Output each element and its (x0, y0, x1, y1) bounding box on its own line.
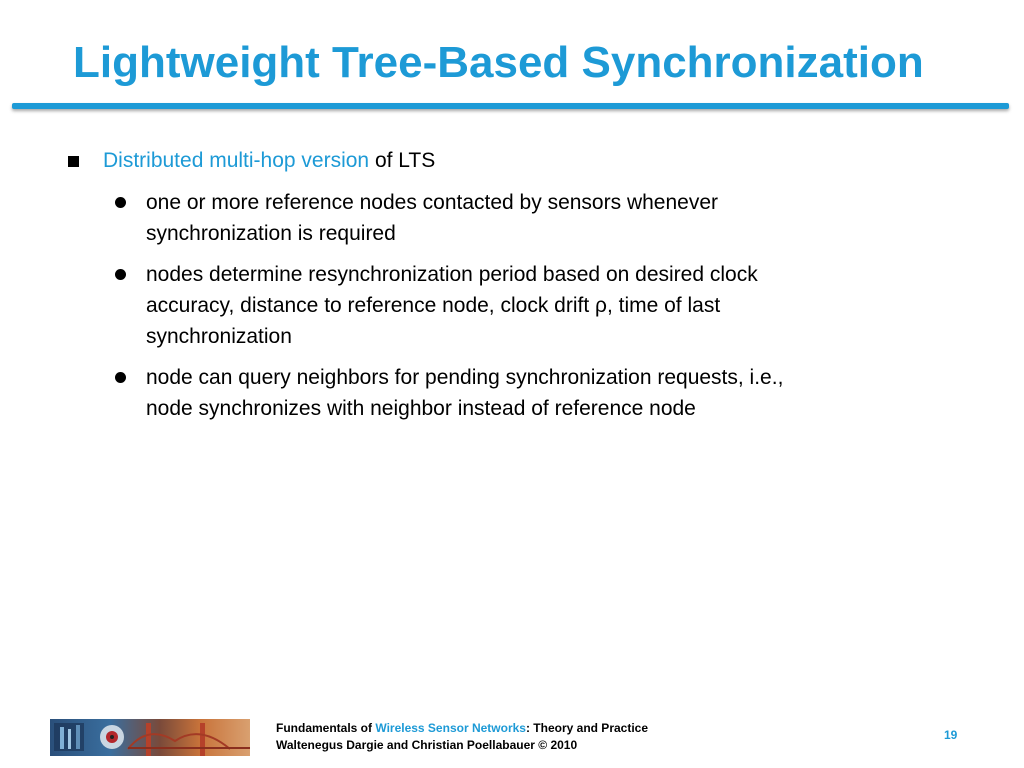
round-bullet-icon (115, 197, 126, 208)
sub-bullet-line: one or more reference nodes contacted by sensors whenever (146, 191, 718, 214)
sub-bullet-line: accuracy, distance to reference node, clock drift ρ, time of last (146, 294, 721, 317)
square-bullet-icon (68, 156, 79, 167)
footer-credits (276, 720, 648, 754)
round-bullet-icon (115, 372, 126, 383)
round-bullet-icon (115, 269, 126, 280)
footer-line-2: Waltenegus Dargie and Christian Poellabauer © 2010 (276, 738, 578, 752)
footer-line-1 (276, 720, 648, 737)
footer-suffix: : Theory and Practice (525, 721, 649, 735)
sub-bullet-line: nodes determine resynchronization period based on desired clock (146, 263, 758, 286)
footer-book-title: Wireless Sensor Networks (375, 721, 526, 735)
sub-bullet-text (146, 259, 916, 352)
sub-bullet-text (146, 187, 916, 249)
page-number: 19 (944, 728, 958, 742)
title-divider (12, 103, 1009, 109)
footer-banner-image (50, 719, 250, 756)
sub-bullet-line: node synchronizes with neighbor instead of reference node (146, 397, 696, 420)
sub-bullet-line: node can query neighbors for pending synchronization requests, i.e., (146, 366, 784, 389)
sub-bullet-text (146, 362, 916, 424)
bullet-rest-text: of LTS (369, 149, 436, 172)
bullet-text (103, 147, 435, 175)
bullet-accent-text: Distributed multi-hop version (103, 149, 370, 172)
slide-title: Lightweight Tree-Based Synchronization (73, 38, 924, 87)
sub-bullet-line: synchronization is required (146, 222, 396, 245)
sub-bullet-line: synchronization (146, 325, 292, 348)
footer-prefix: Fundamentals of (276, 721, 376, 735)
